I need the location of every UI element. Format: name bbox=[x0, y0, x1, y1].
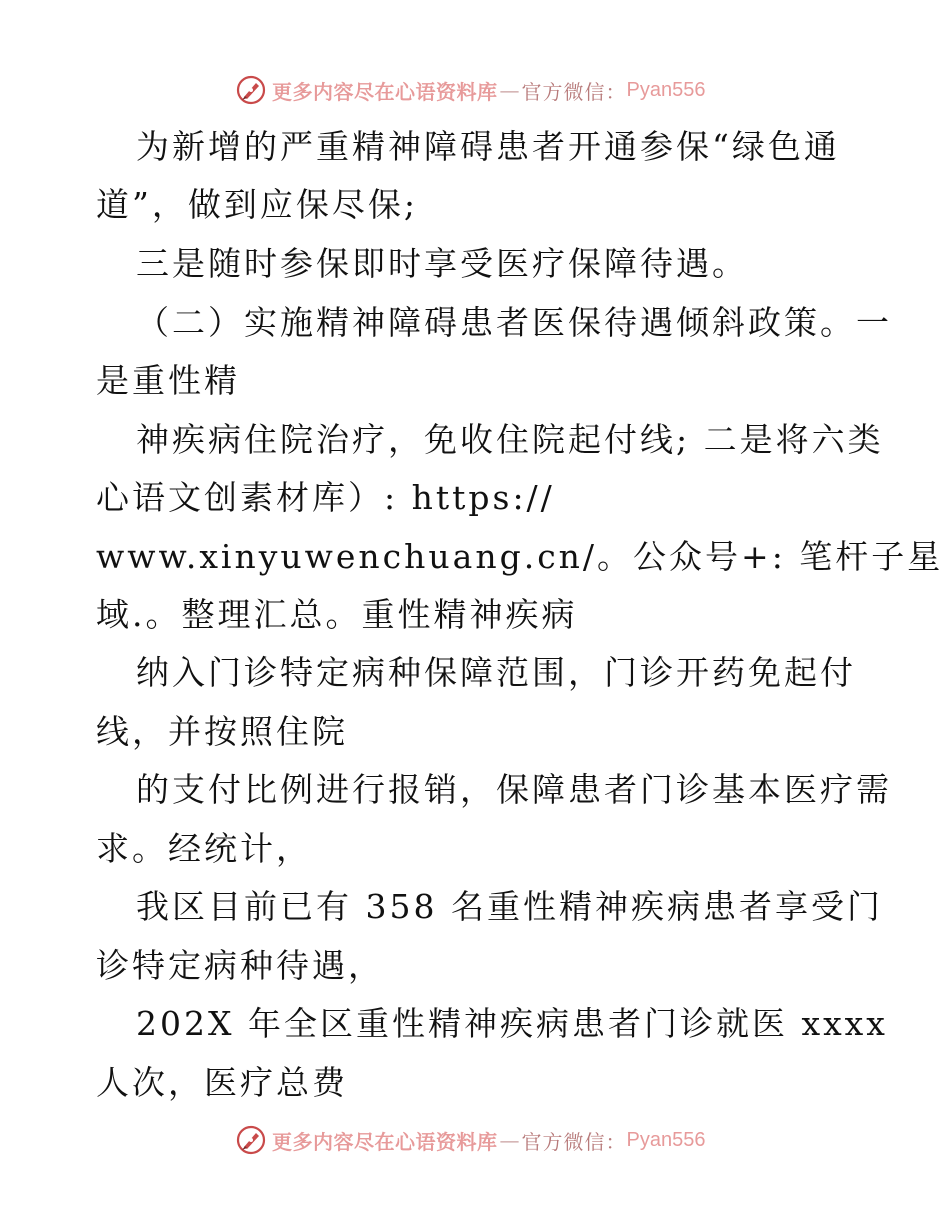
body-line: 神疾病住院治疗，免收住院起付线; 二是将六类 bbox=[136, 420, 884, 459]
body-line: （二）实施精神障碍患者医保待遇倾斜政策。一 bbox=[136, 303, 892, 342]
header-separator: — bbox=[499, 78, 520, 102]
body-line: 道”，做到应保尽保; bbox=[96, 185, 418, 224]
body-line: 域.。整理汇总。重性精神疾病 bbox=[96, 595, 578, 634]
body-line: 我区目前已有 358 名重性精神疾病患者享受门 bbox=[136, 887, 883, 926]
body-line: 诊特定病种待遇， bbox=[96, 946, 384, 985]
footer-wechat-label: 官方微信： bbox=[521, 1129, 627, 1154]
quill-pen-logo-icon bbox=[236, 1125, 266, 1155]
header-wechat-id: Pyan556 bbox=[626, 78, 706, 101]
body-line: www.xinyuwenchuang.cn/。公众号+: 笔杆子星 bbox=[96, 537, 944, 576]
footer-wechat-id: Pyan556 bbox=[626, 1128, 706, 1151]
header-site-text: 更多内容尽在心语资料库 bbox=[272, 79, 498, 104]
body-line: 线，并按照住院 bbox=[96, 712, 348, 751]
footer-site-text: 更多内容尽在心语资料库 bbox=[272, 1129, 498, 1154]
body-line: 202X 年全区重性精神疾病患者门诊就医 xxxx bbox=[136, 1004, 888, 1043]
body-line: 为新增的严重精神障碍患者开通参保“绿色通 bbox=[136, 127, 840, 166]
footer-separator: — bbox=[499, 1128, 520, 1152]
body-line: 是重性精 bbox=[96, 361, 240, 400]
body-line: 的支付比例进行报销，保障患者门诊基本医疗需 bbox=[136, 770, 892, 809]
body-line: 心语文创素材库）: https:// bbox=[96, 478, 555, 517]
footer-watermark bbox=[236, 1123, 705, 1157]
body-line: 纳入门诊特定病种保障范围，门诊开药免起付 bbox=[136, 653, 856, 692]
body-line: 人次，医疗总费 bbox=[96, 1063, 348, 1102]
header-wechat-label: 官方微信： bbox=[521, 79, 627, 104]
header-watermark bbox=[236, 73, 705, 107]
body-line: 求。经统计， bbox=[96, 829, 312, 868]
body-line: 三是随时参保即时享受医疗保障待遇。 bbox=[136, 244, 748, 283]
quill-pen-logo-icon bbox=[236, 75, 266, 105]
